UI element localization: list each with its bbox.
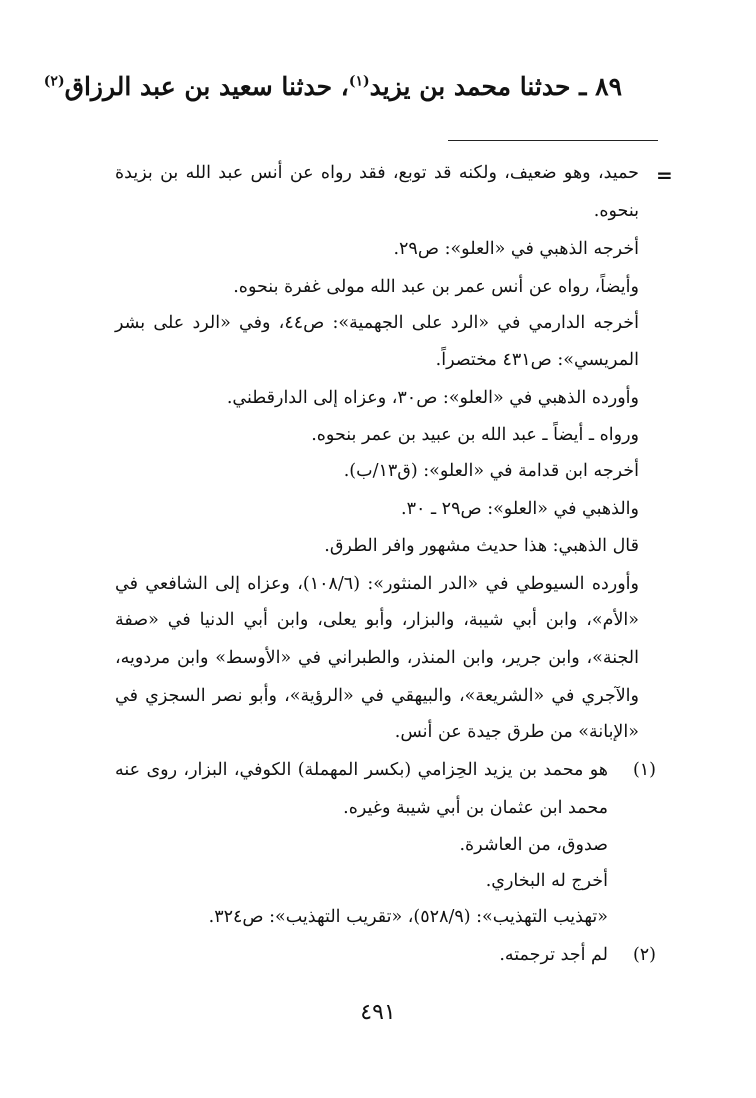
footnote-separator [448, 140, 658, 141]
footnote-line: «تهذيب التهذيب»: (٥٢٨/٩)، «تقريب التهذيب»: ص٣٢٤. [208, 907, 608, 927]
continuation-line: والذهبي في «العلو»: ص٢٩ ـ ٣٠. [401, 499, 639, 519]
footnote-line: لم أجد ترجمته. [499, 945, 608, 965]
continuation-line: «الإبانة» من طرق جيدة عن أنس. [394, 722, 639, 742]
continuation-line: وأيضاً، رواه عن أنس عمر بن عبد الله مولى غفرة بنحوه. [233, 277, 639, 297]
hadith-header [43, 72, 622, 101]
continuation-line: المريسي»: ص٤٣١ مختصراً. [435, 350, 639, 370]
continuation-line: حميد، وهو ضعيف، ولكنه قد توبع، فقد رواه عن أنس عبد الله بن بزيدة [115, 163, 639, 183]
footnote-line: محمد ابن عثمان بن أبي شيبة وغيره. [343, 798, 608, 818]
continuation-line: أخرجه الدارمي في «الرد على الجهمية»: ص٤٤، وفي «الرد على بشر [115, 313, 639, 333]
continuation-line: قال الذهبي: هذا حديث مشهور وافر الطرق. [324, 536, 639, 556]
footnote-ref-1[interactable]: (١) [348, 73, 370, 90]
footnote-ref-2[interactable]: (٢) [43, 73, 65, 90]
footnote-line: أخرج له البخاري. [485, 871, 608, 891]
continuation-line: وأورده الذهبي في «العلو»: ص٣٠، وعزاه إلى الدارقطني. [226, 388, 639, 408]
continuation-line: «الأم»، وابن أبي شيبة، والبزار، وأبو يعلى، وابن أبي الدنيا في «صفة [115, 610, 639, 630]
footnote-1-marker: (١) [632, 760, 656, 780]
continuation-line: الجنة»، وابن جرير، وابن المنذر، والطبراني في «الأوسط» وابن مردويه، [115, 648, 639, 668]
continuation-line: بنحوه. [593, 201, 639, 221]
footnote-line: صدوق، من العاشرة. [459, 835, 608, 855]
footnote-2-marker: (٢) [632, 945, 656, 965]
continuation-line: أخرجه ابن قدامة في «العلو»: (ق١٣/ب). [343, 461, 639, 481]
continuation-line: والآجري في «الشريعة»، والبيهقي في «الرؤية»، وأبو نصر السجزي في [115, 686, 639, 706]
continuation-line: أخرجه الذهبي في «العلو»: ص٢٩. [393, 239, 639, 259]
hadith-narrator-text: ٨٩ ـ حدثنا محمد بن يزيد [369, 72, 622, 101]
hadith-chain-text: ، حدثنا سعيد بن عبد الرزاق [64, 72, 349, 101]
continuation-mark: = [656, 163, 673, 187]
continuation-line: ورواه ـ أيضاً ـ عبد الله بن عبيد بن عمر بنحوه. [311, 425, 639, 445]
footnote-line: هو محمد بن يزيد الحِزامي (بكسر المهملة) الكوفي، البزار، روى عنه [115, 760, 608, 780]
page-number: ٤٩١ [360, 1000, 396, 1025]
continuation-line: وأورده السيوطي في «الدر المنثور»: (١٠٨/٦)، وعزاه إلى الشافعي في [115, 574, 639, 594]
